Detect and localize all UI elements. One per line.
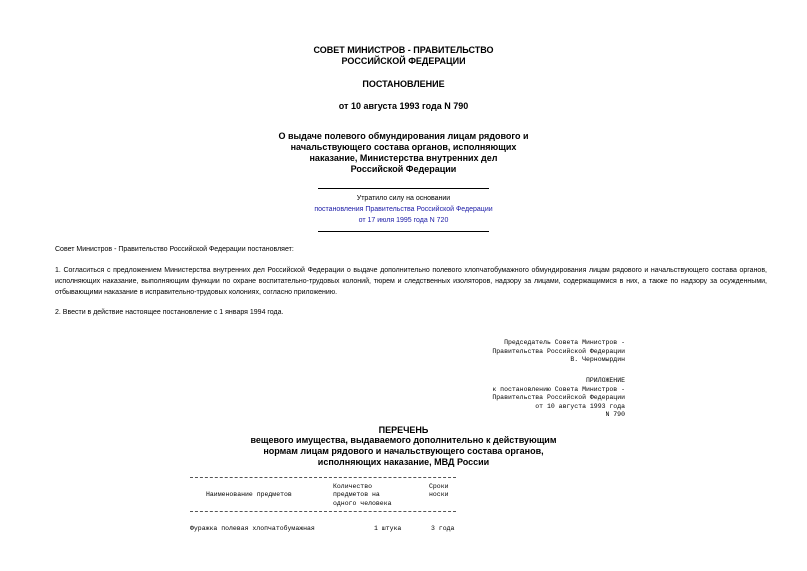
appendix-line: к постановлению Совета Министров - — [492, 385, 625, 393]
appendix-header — [460, 377, 625, 420]
item-name: Фуражка полевая хлопчатобумажная — [190, 525, 315, 532]
table-header-row — [190, 483, 470, 492]
repeal-notice — [0, 193, 807, 226]
signature-block — [460, 339, 625, 365]
document-title — [0, 131, 807, 175]
repeal-link-date[interactable]: от 17 июля 1995 года N 720 — [358, 217, 449, 224]
appendix-line: Правительства Российской Федерации — [492, 394, 625, 401]
column-header-quantity: Количество — [333, 482, 373, 490]
repeal-bottom-rule — [318, 231, 489, 232]
list-subtitle — [0, 435, 807, 468]
table-row — [190, 525, 470, 534]
items-table — [190, 474, 470, 534]
list-title: ПЕРЕЧЕНЬ — [378, 425, 429, 435]
table-spacer — [190, 517, 470, 526]
column-header-name: Наименование предметов — [206, 491, 292, 498]
preamble: Совет Министров - Правительство Российской Федерации постановляет: — [55, 246, 294, 253]
issuing-authority — [0, 45, 807, 67]
paragraph-1-text: 1. Согласиться с предложением Министерства внутренних дел Российской Федерации о выдаче дополнительно полевого хлопчатобумажного обмундирования лицам рядового и начальствующего состава органов, исполняющих наказание, выполняющим функции по охране воспитательно-трудовых колоний, тюрем и следственных изоляторов, надзору за лицами, содержащимися в них, а также по надзору за осужденными, отбывающими наказание в исправительно-трудовых колониях, согласно приложению. — [55, 267, 767, 296]
signature-line: Правительства Российской Федерации — [492, 347, 625, 355]
repeal-link[interactable]: постановления Правительства Российской Федерации — [314, 206, 493, 213]
table-rule — [190, 474, 470, 483]
repeal-top-rule — [318, 188, 489, 189]
title-line: начальствующего состава органов, исполняющих — [290, 142, 517, 152]
list-subtitle-line: вещевого имущества, выдаваемого дополнительно к действующим — [250, 435, 557, 445]
table-header-row — [190, 491, 470, 500]
appendix-line: N 790 — [605, 411, 625, 418]
document-type: ПОСТАНОВЛЕНИЕ — [362, 79, 445, 89]
signatory-name: В. Черномырдин — [570, 356, 625, 363]
column-header-term: носки — [429, 491, 449, 498]
authority-line-1: СОВЕТ МИНИСТРОВ - ПРАВИТЕЛЬСТВО — [313, 45, 494, 55]
list-subtitle-line: нормам лицам рядового и начальствующего состава органов, — [263, 446, 544, 456]
column-header-quantity: предметов на — [333, 491, 380, 498]
paragraph-1 — [55, 265, 767, 298]
table-header-row — [190, 500, 470, 509]
list-subtitle-line: исполняющих наказание, МВД России — [317, 457, 490, 467]
column-header-term: Сроки — [429, 482, 449, 490]
item-term: 3 года — [431, 525, 455, 532]
paragraph-2: 2. Ввести в действие настоящее постановление с 1 января 1994 года. — [55, 309, 284, 316]
document-date: от 10 августа 1993 года N 790 — [338, 101, 469, 111]
appendix-line: ПРИЛОЖЕНИЕ — [585, 377, 625, 384]
repeal-text: Утратило силу на основании — [356, 195, 451, 202]
column-header-quantity: одного человека — [333, 499, 392, 507]
table-rule — [190, 508, 470, 517]
authority-line-2: РОССИЙСКОЙ ФЕДЕРАЦИИ — [341, 56, 466, 66]
appendix-line: от 10 августа 1993 года — [535, 402, 625, 410]
title-line: наказание, Министерства внутренних дел — [309, 153, 498, 163]
item-quantity: 1 штука — [374, 525, 402, 532]
signature-line: Председатель Совета Министров - — [504, 339, 625, 346]
title-line: О выдаче полевого обмундирования лицам рядового и — [278, 131, 529, 141]
title-line: Российской Федерации — [350, 164, 457, 174]
